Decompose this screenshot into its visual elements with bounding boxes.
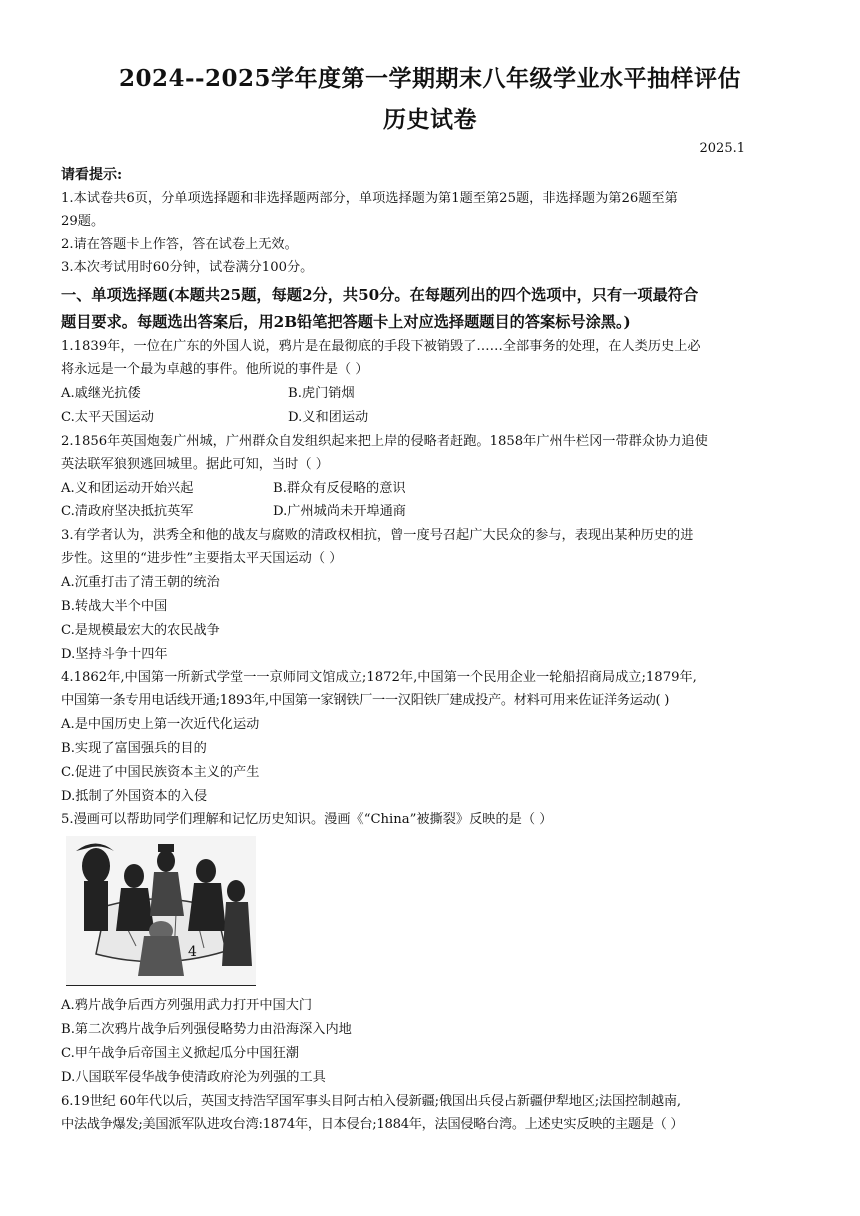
option-a: A.是中国历史上第一次近代化运动 <box>61 717 260 732</box>
question-stem: 中法战争爆发;美国派军队进攻台湾:1874年，日本侵台;1884年，法国侵略台湾。上述史实反映的主题是（ ） <box>61 1117 684 1132</box>
china-torn-cartoon-image <box>66 836 256 986</box>
option-b: B.虎门销烟 <box>288 386 355 401</box>
svg-text:4: 4 <box>188 944 197 960</box>
question-stem: 5.漫画可以帮助同学们理解和记忆历史知识。漫画《“China”被撕裂》反映的是（ ） <box>61 812 553 827</box>
section-heading: 题目要求。每题选出答案后，用2B铅笔把答题卡上对应选择题题目的答案标号涂黑。) <box>61 313 631 331</box>
question-stem: 将永远是一个最为卓越的事件。他所说的事件是（ ） <box>61 362 369 377</box>
exam-date: 2025.1 <box>699 141 745 156</box>
option-a: A.鸦片战争后西方列强用武力打开中国大门 <box>61 998 313 1013</box>
question-stem: 6.19世纪 60年代以后，英国支持浩罕国军事头目阿古柏入侵新疆;俄国出兵侵占新疆伊犁地区;法国控制越南, <box>61 1094 681 1109</box>
option-a: A.沉重打击了清王朝的统治 <box>61 575 220 590</box>
option-a: A.戚继光抗倭 <box>61 386 141 401</box>
option-c: C.太平天国运动 <box>61 410 154 425</box>
option-c: C.促进了中国民族资本主义的产生 <box>61 765 260 780</box>
option-d: D.抵制了外国资本的入侵 <box>61 789 208 804</box>
option-d: D.八国联军侵华战争使清政府沦为列强的工具 <box>61 1070 326 1085</box>
question-stem: 2.1856年英国炮轰广州城，广州群众自发组织起来把上岸的侵略者赶跑。1858年广州牛栏冈一带群众协力追使 <box>61 434 708 449</box>
notice-heading: 请看提示: <box>61 167 123 183</box>
exam-title: 2024--2025学年度第一学期期末八年级学业水平抽样评估 <box>118 65 742 92</box>
option-c: C.清政府坚决抵抗英军 <box>61 504 194 519</box>
question-stem: 步性。这里的“进步性”主要指太平天国运动（ ） <box>61 551 343 566</box>
option-d: D.广州城尚未开埠通商 <box>273 504 406 519</box>
exam-subject: 历史试卷 <box>383 106 477 133</box>
question-stem: 4.1862年,中国第一所新式学堂一一京师同文馆成立;1872年,中国第一个民用企业一轮船招商局成立;1879年, <box>61 670 697 685</box>
question-stem: 1.1839年，一位在广东的外国人说，鸦片是在最彻底的手段下被销毁了……全部事务的处理，在人类历史上必 <box>61 339 701 354</box>
question-stem: 中国第一条专用电话线开通;1893年,中国第一家钢铁厂一一汉阳铁厂建成投产。材料可用来佐证洋务运动( ) <box>61 693 670 708</box>
question-stem: 英法联军狼狈逃回城里。据此可知，当时（ ） <box>61 457 329 472</box>
option-d: D.义和团运动 <box>288 410 369 425</box>
notice-item: 29题。 <box>61 214 105 229</box>
notice-item: 1.本试卷共6页，分单项选择题和非选择题两部分，单项选择题为第1题至第25题，非选择题为第26题至第 <box>61 191 678 206</box>
option-c: C.甲午战争后帝国主义掀起瓜分中国狂潮 <box>61 1046 299 1061</box>
option-b: B.转战大半个中国 <box>61 599 168 614</box>
option-c: C.是规模最宏大的农民战争 <box>61 623 220 638</box>
section-heading: 一、单项选择题(本题共25题，每题2分，共50分。在每题列出的四个选项中，只有一项最符合 <box>61 286 699 304</box>
option-a: A.义和团运动开始兴起 <box>61 481 194 496</box>
notice-item: 2.请在答题卡上作答，答在试卷上无效。 <box>61 237 298 252</box>
option-b: B.群众有反侵略的意识 <box>273 481 406 496</box>
question-stem: 3.有学者认为，洪秀全和他的战友与腐败的清政权相抗，曾一度号召起广大民众的参与，表现出某种历史的进 <box>61 528 694 543</box>
option-d: D.坚持斗争十四年 <box>61 647 168 662</box>
option-b: B.第二次鸦片战争后列强侵略势力由沿海深入内地 <box>61 1022 352 1037</box>
option-b: B.实现了富国强兵的目的 <box>61 741 207 756</box>
notice-item: 3.本次考试用时60分钟，试卷满分100分。 <box>61 260 314 275</box>
